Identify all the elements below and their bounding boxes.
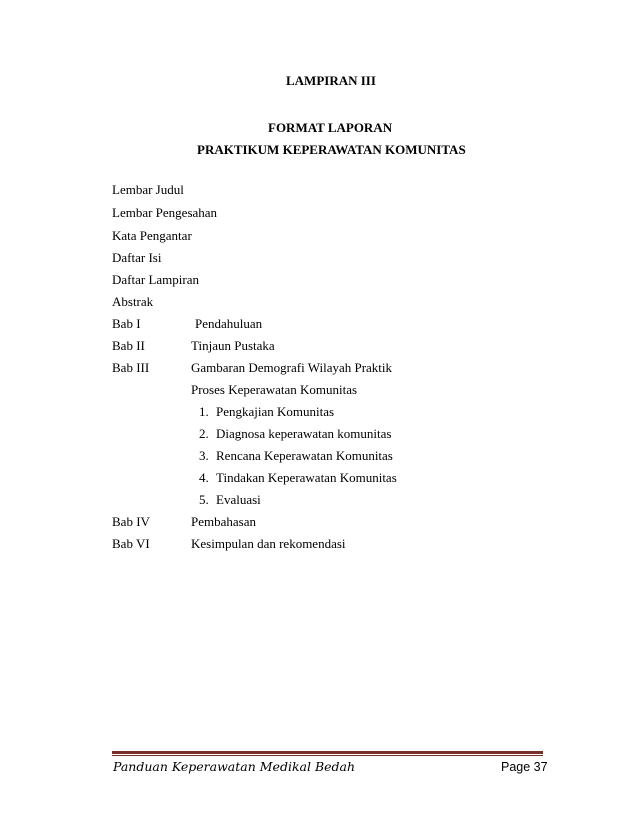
appendix-label: LAMPIRAN III [286, 73, 376, 88]
front-matter-item: Lembar Pengesahan [112, 205, 218, 220]
chapter-label: Bab I [112, 316, 141, 331]
page-number: Page 37 [501, 760, 548, 774]
footer-divider-thin [112, 755, 543, 756]
list-item-text: Rencana Keperawatan Komunitas [216, 448, 393, 463]
chapter-title: Gambaran Demografi Wilayah Praktik [191, 360, 393, 375]
front-matter-item: Kata Pengantar [112, 228, 192, 243]
chapter-subtitle: Proses Keperawatan Komunitas [191, 382, 358, 397]
chapter-title: Pendahuluan [195, 316, 263, 331]
chapter-label: Bab II [112, 338, 145, 353]
chapter-label: Bab IV [112, 514, 150, 529]
document-subtitle: PRAKTIKUM KEPERAWATAN KOMUNITAS [197, 142, 466, 157]
list-item-text: Tindakan Keperawatan Komunitas [216, 470, 397, 485]
chapter-label: Bab III [112, 360, 150, 375]
chapter-label: Bab VI [112, 536, 150, 551]
footer-book-title: Panduan Keperawatan Medikal Bedah [113, 759, 356, 774]
list-item-number: 1. [199, 404, 209, 419]
chapter-title: Tinjaun Pustaka [191, 338, 275, 353]
front-matter-item: Daftar Isi [112, 250, 162, 265]
front-matter-item: Abstrak [112, 294, 154, 309]
document-title: FORMAT LAPORAN [268, 120, 393, 135]
list-item-number: 4. [199, 470, 209, 485]
list-item-text: Diagnosa keperawatan komunitas [216, 426, 392, 441]
front-matter-item: Lembar Judul [112, 182, 184, 197]
chapter-title: Pembahasan [191, 514, 256, 529]
footer-divider [112, 751, 543, 754]
front-matter-item: Daftar Lampiran [112, 272, 199, 287]
list-item-text: Pengkajian Komunitas [216, 404, 335, 419]
list-item-number: 3. [199, 448, 209, 463]
list-item-text: Evaluasi [216, 492, 261, 507]
list-item-number: 5. [199, 492, 209, 507]
list-item-number: 2. [199, 426, 209, 441]
chapter-title: Kesimpulan dan rekomendasi [191, 536, 346, 551]
